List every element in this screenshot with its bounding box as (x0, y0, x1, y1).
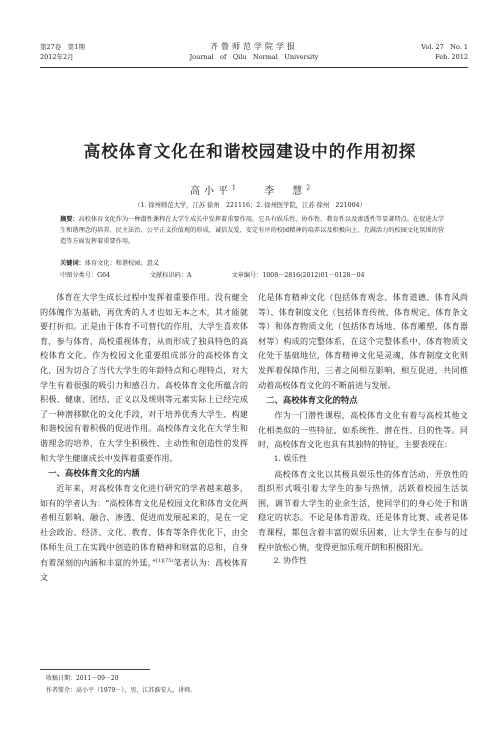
body-paragraph: 高校体育文化以其极具娱乐性的体育活动，开放性的组织形式吸引着大学生的参与热情，活跃着校园生活氛围，调节着大学生的业余生活，使同学们的身心处于和谐稳定的状态。不论是体育游戏、还是体育比赛、或者是体育课程，都包含着丰富的娱乐因素，让大学生在参与的过程中放松心情，变得更加乐观开朗和积极阳光。 (258, 468, 468, 552)
subsection-heading: 2. 协作性 (273, 556, 307, 566)
abstract-label: 摘要： (60, 216, 79, 223)
clc-number: 中图分类号：G64 (60, 272, 110, 279)
body-paragraph (40, 481, 248, 585)
paper-title: 高校体育文化在和谐校园建设中的作用初探 (83, 142, 417, 161)
header-journal (40, 42, 468, 62)
affiliation: （1. 徐州师范大学，江苏 徐州 221116；2. 徐州医学院，江苏 徐州 221004） (134, 202, 366, 209)
journal-name-cn: 齐鲁师范学院学报 (210, 42, 298, 51)
subsection-heading: 1. 娱乐性 (273, 453, 307, 463)
header-volume: 第27卷 第1期 (40, 43, 85, 51)
abstract (60, 215, 444, 247)
keywords-text: 体育文化；和谐校园；意义 (84, 260, 159, 267)
header-date: 2012年2月 (40, 53, 74, 61)
section-heading: 二、高校体育文化的特点 (266, 395, 358, 406)
citation: [1](75) (156, 558, 174, 565)
body-paragraph: 体育在大学生成长过程中发挥着重要作用。没有健全的体魄作为基础，再优秀的人才也如无本之木，其才能就要打折扣。正是由于体育不可替代的作用，大学生喜欢体育，参与体育，高校重视体育，从而形成了独具特色的高校体育文化。作为校园文化重要组成部分的高校体育文化，因为切合了当代大学生的年龄特点和心理特点，对大学生有着很强的吸引力和感召力。高校体育文化所蕴含的积极、健康、团结、正义以及规则等元素实际上已经完成了一种潜移默化的文化手段，对于培养优秀大学生、构建和谐校园有着积极的促进作用。高校体育文化在大学生和谐理念的培养，在大学生积极性、主动性和创造性的发挥和大学生健康成长中发挥着重要作用。 (40, 292, 248, 463)
header-date-en: Feb. 2012 (435, 53, 468, 61)
header-vol-en (421, 42, 468, 62)
paragraph-text-tail: 笔者认为：高校体育文 (40, 557, 248, 583)
abstract-text: 高校体育文化作为一种潜性课程在大学生成长中发挥着重要作用，它具有娱乐性、协作性、教育性以及渗透性等显著特点。在促进大学生和谐理念的培养、民主法治、公平正义价值观的形成，诚信友爱、安定有序的校园精神的培养以及积极向上、充满活力的校园文化氛围的营造等方面发挥着重要作用。 (60, 216, 445, 245)
body-column-right (258, 290, 468, 569)
header-rule (40, 67, 468, 68)
paragraph-text: 近年来，对高校体育文化进行研究的学者越来越多，如有的学者认为：“高校体育文化是校园文化和体育文化两者相互影响、融合、渗透、促进而发展起来的，是在一定社会政治、经济、文化、教育、体育等条件优化下，由全体师生员工在实践中创造的体育精神和财富的总和，自身有着深刻的内涵和丰富的外延。” (40, 483, 248, 568)
body-column-left (40, 290, 248, 585)
author-2-affil: 2 (306, 184, 311, 192)
keywords (60, 258, 159, 267)
header-vol-no: Vol. 27 No. 1 (421, 43, 468, 51)
author-2: 李 慧 (264, 186, 307, 197)
author-1: 高小平 (189, 186, 232, 197)
section-heading: 一、高校体育文化的内涵 (48, 468, 140, 479)
document-code: 文献标识码：A (149, 272, 192, 279)
body-paragraph: 化是体育精神文化（包括体育观念、体育道德、体育风尚等）、体育制度文化（包括体育传统、体育规定、体育条文等）和体育物质文化（包括体育场地、体育雕塑、体育器材等）构成的完整体系，在这个完整体系中，体育物质文化处于基础地位，体育精神文化是灵魂，体育制度文化则发挥着保障作用，三者之间相互影响，相互促进，共同推动着高校体育文化的不断前进与发展。 (258, 292, 468, 390)
body-paragraph: 作为一门潜性课程，高校体育文化有着与高校其他文化相类似的一些特征，如系统性、潜在性、目的性等。同时，高校体育文化也具有其独特的特征，主要表现在： (258, 410, 468, 450)
footnote-rule (40, 669, 150, 670)
footnote-author: 作者简介：高小平（1979－），男，江苏淮安人，讲师。 (46, 687, 197, 694)
article-number: 文章编号：1008－2816(2012)01－0128－04 (231, 272, 365, 279)
keywords-label: 关键词： (60, 260, 85, 267)
classification-line (60, 270, 444, 279)
author-line (0, 182, 500, 197)
footnote-received: 收稿日期：2011－09－20 (46, 675, 119, 682)
journal-name-en: Journal of Qilu Normal University (189, 53, 319, 61)
author-1-affil: 1 (231, 184, 236, 192)
